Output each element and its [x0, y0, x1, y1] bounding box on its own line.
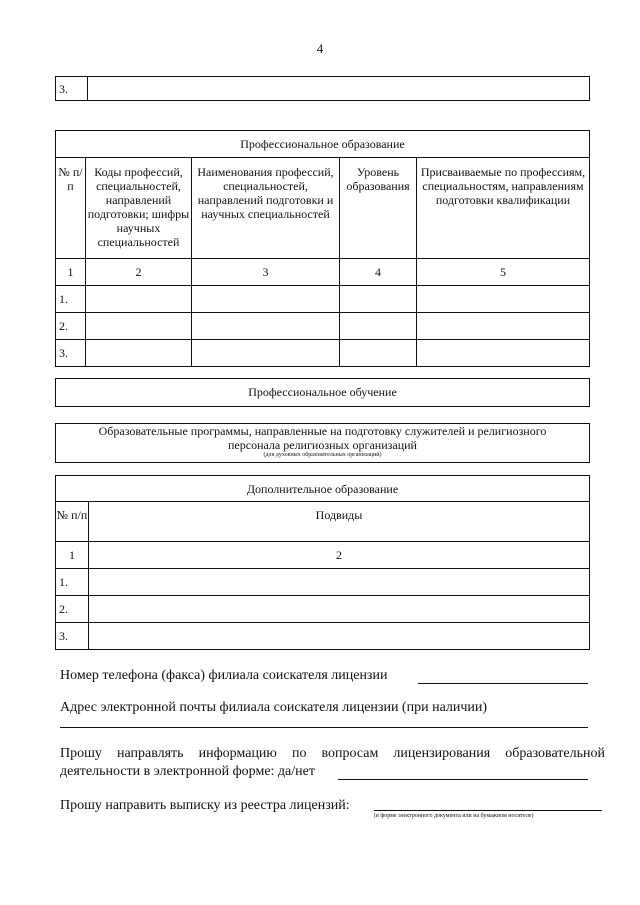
table-row [56, 569, 590, 596]
col-number: 1 [56, 259, 86, 286]
table-row [56, 340, 590, 367]
section-note: (для духовных образовательных организаций) [263, 452, 382, 458]
extract-label: Прошу направить выписку из реестра лицензий: [60, 798, 350, 813]
prof-education-table [55, 130, 590, 367]
row-number: 3. [56, 340, 86, 367]
row-number: 2. [56, 313, 86, 340]
header-subtypes: Подвиды [89, 502, 590, 542]
extract-field[interactable] [374, 810, 602, 811]
col-number: 2 [89, 542, 590, 569]
email-field[interactable] [60, 727, 588, 728]
col-number: 2 [86, 259, 192, 286]
col-number: 3 [192, 259, 340, 286]
phone-field[interactable] [418, 683, 588, 684]
header-level: Уровень образования [340, 158, 417, 259]
col-number: 4 [340, 259, 417, 286]
additional-education-table [55, 475, 590, 650]
header-qualification: Присваиваемые по профессиям, специальностям, направлениям подготовки квалификации [417, 158, 590, 259]
header-num: № п/п [56, 158, 86, 259]
row-number: 2. [56, 596, 89, 623]
phone-label: Номер телефона (факса) филиала соискателя лицензии [60, 668, 388, 683]
section-title: Дополнительное образование [56, 476, 590, 502]
table-cell [88, 77, 590, 101]
request-text: Прошу направлять информацию по вопросам лицензирования образовательной деятельности в электронной форме: да/нет [60, 746, 605, 779]
top-table [55, 76, 590, 101]
table-row [56, 623, 590, 650]
section-title: Образовательные программы, направленные на подготовку служителей и религиозного персонала религиозных организаций [98, 424, 547, 452]
row-number: 3. [56, 623, 89, 650]
col-number: 1 [56, 542, 89, 569]
email-label: Адрес электронной почты филиала соискателя лицензии (при наличии) [60, 700, 488, 715]
header-num: № п/п [56, 502, 89, 542]
table-row [56, 286, 590, 313]
electronic-form-field[interactable] [338, 779, 588, 780]
row-number: 1. [56, 569, 89, 596]
table-row-number: 3. [56, 77, 88, 101]
section-title: Профессиональное образование [56, 131, 590, 158]
religious-programs-box [55, 423, 590, 463]
prof-training-box [55, 378, 590, 407]
table-row [56, 313, 590, 340]
page-number: 4 [316, 41, 324, 56]
col-number: 5 [417, 259, 590, 286]
section-title: Профессиональное обучение [248, 385, 397, 399]
header-names: Наименования профессий, специальностей, направлений подготовки и научных специальностей [192, 158, 340, 259]
extract-note: (в форме электронного документа или на бумажном носителе) [374, 813, 534, 819]
header-codes: Коды профессий, специальностей, направлений подготовки; шифры научных специальностей [86, 158, 192, 259]
table-row [56, 596, 590, 623]
row-number: 1. [56, 286, 86, 313]
